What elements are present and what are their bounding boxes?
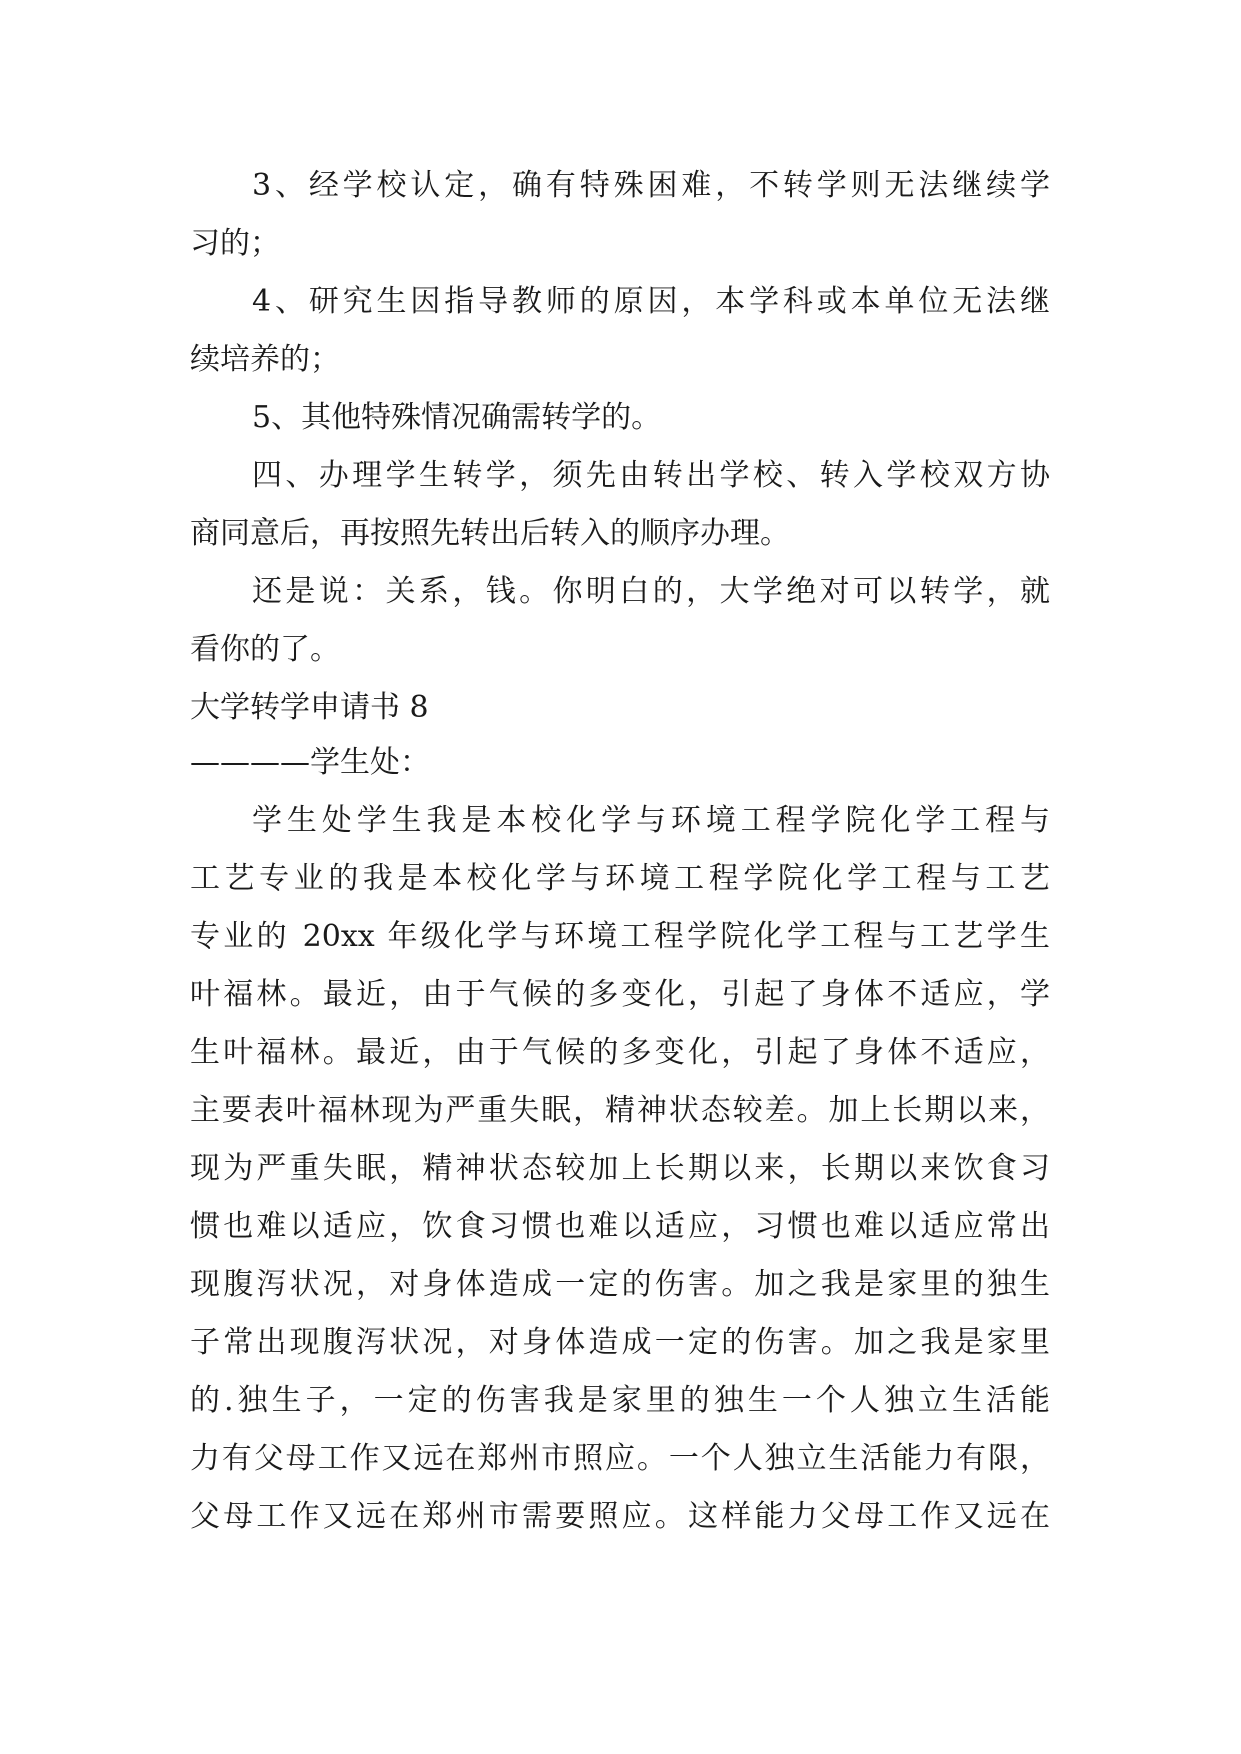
body-line: 力有父母工作又远在郑州市照应。一个人独立生活能力有限， bbox=[190, 1441, 1050, 1476]
section-title: 大学转学申请书 8 bbox=[190, 690, 429, 725]
salutation: ————学生处： bbox=[190, 745, 430, 780]
body-line: 叶福林。最近，由于气候的多变化，引起了身体不适应，学 bbox=[190, 977, 1050, 1012]
body-line: 生叶福林。最近，由于气候的多变化，引起了身体不适应， bbox=[190, 1035, 1050, 1070]
para-si-line-1: 四、办理学生转学，须先由转出学校、转入学校双方协 bbox=[252, 458, 1050, 493]
para-5-line-1: 5、其他特殊情况确需转学的。 bbox=[252, 400, 662, 435]
body-line: 学生处学生我是本校化学与环境工程学院化学工程与 bbox=[252, 803, 1050, 838]
body-line: 现为严重失眠，精神状态较加上长期以来，长期以来饮食习 bbox=[190, 1151, 1050, 1186]
body-line: 现腹泻状况，对身体造成一定的伤害。加之我是家里的独生 bbox=[190, 1267, 1050, 1302]
para-4-line-1: 4、研究生因指导教师的原因，本学科或本单位无法继 bbox=[252, 284, 1050, 319]
para-note-line-1: 还是说：关系，钱。你明白的，大学绝对可以转学，就 bbox=[252, 574, 1050, 609]
body-line: 的.独生子，一定的伤害我是家里的独生一个人独立生活能 bbox=[190, 1383, 1050, 1418]
para-4-line-2: 续培养的； bbox=[190, 342, 340, 377]
body-line: 子常出现腹泻状况，对身体造成一定的伤害。加之我是家里 bbox=[190, 1325, 1050, 1360]
para-3-line-1: 3、经学校认定，确有特殊困难，不转学则无法继续学 bbox=[252, 168, 1050, 203]
body-line: 专业的 20xx 年级化学与环境工程学院化学工程与工艺学生 bbox=[190, 919, 1050, 954]
body-line: 父母工作又远在郑州市需要照应。这样能力父母工作又远在 bbox=[190, 1499, 1050, 1534]
para-si-line-2: 商同意后，再按照先转出后转入的顺序办理。 bbox=[190, 516, 790, 551]
body-line: 主要表叶福林现为严重失眠，精神状态较差。加上长期以来， bbox=[190, 1093, 1050, 1128]
body-line: 惯也难以适应，饮食习惯也难以适应，习惯也难以适应常出 bbox=[190, 1209, 1050, 1244]
body-line: 工艺专业的我是本校化学与环境工程学院化学工程与工艺 bbox=[190, 861, 1050, 896]
para-3-line-2: 习的； bbox=[190, 226, 280, 261]
para-note-line-2: 看你的了。 bbox=[190, 632, 340, 667]
